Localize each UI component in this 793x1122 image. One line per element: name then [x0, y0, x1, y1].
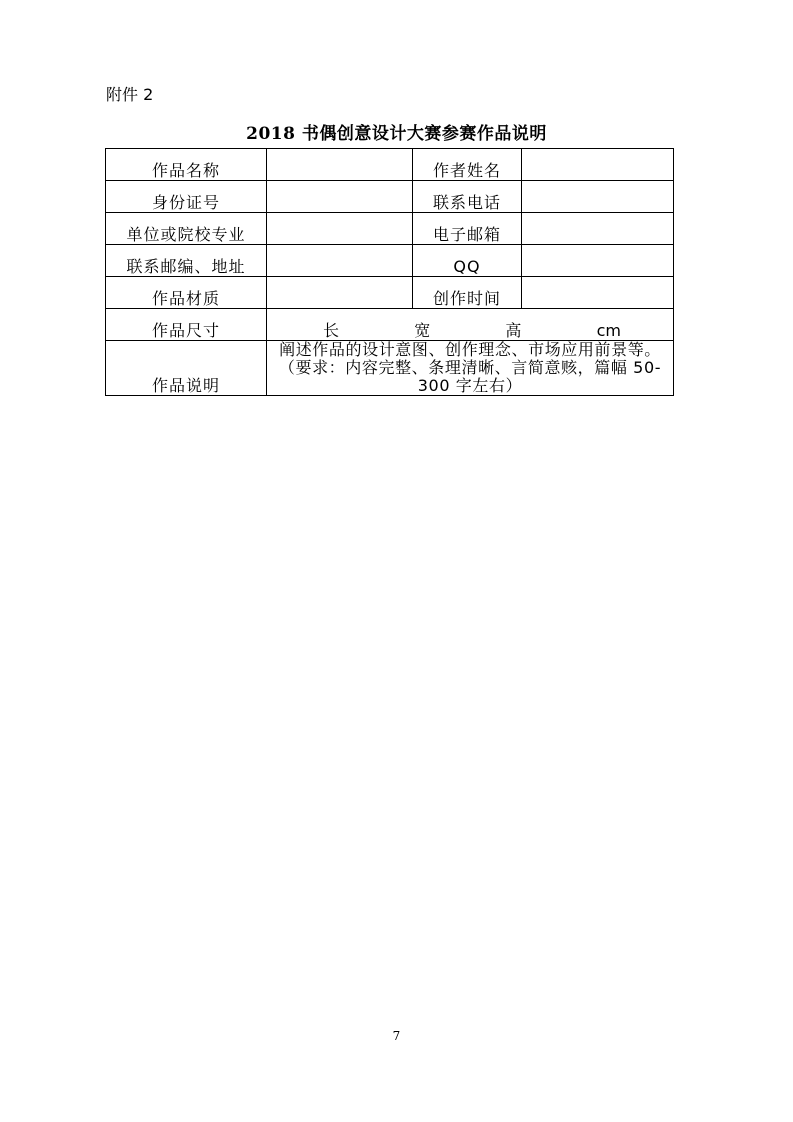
- label-work-name: 作品名称: [106, 149, 267, 181]
- field-qq[interactable]: [522, 245, 674, 277]
- field-creation-time[interactable]: [522, 277, 674, 309]
- size-length-label: 长: [323, 321, 340, 340]
- size-height-label: 高: [505, 321, 522, 340]
- entry-form-table: [105, 148, 674, 396]
- field-author-name[interactable]: [522, 149, 674, 181]
- form-row-id-number: [106, 181, 674, 213]
- field-address[interactable]: [267, 245, 413, 277]
- size-unit-label: cm: [596, 321, 621, 340]
- label-creation-time: 创作时间: [413, 277, 522, 309]
- document-title: 2018 书偶创意设计大赛参赛作品说明: [246, 124, 547, 144]
- label-material: 作品材质: [106, 277, 267, 309]
- form-row-description: [106, 341, 674, 396]
- description-instruction: 阐述作品的设计意图、创作理念、市场应用前景等。（要求：内容完整、条理清晰、言简意赅，篇幅 50-300 字左右）: [278, 340, 662, 395]
- field-email[interactable]: [522, 213, 674, 245]
- label-email: 电子邮箱: [413, 213, 522, 245]
- form-row-size: [106, 309, 674, 341]
- label-author-name: 作者姓名: [413, 149, 522, 181]
- field-size[interactable]: [267, 309, 674, 341]
- field-id-number[interactable]: [267, 181, 413, 213]
- form-row-address: [106, 245, 674, 277]
- form-row-work-name: [106, 149, 674, 181]
- label-description: 作品说明: [106, 341, 267, 396]
- label-id-number: 身份证号: [106, 181, 267, 213]
- label-qq: QQ: [413, 245, 522, 277]
- form-row-organization: [106, 213, 674, 245]
- label-address: 联系邮编、地址: [106, 245, 267, 277]
- field-material[interactable]: [267, 277, 413, 309]
- page-number: 7: [392, 1029, 401, 1043]
- field-work-name[interactable]: [267, 149, 413, 181]
- size-width-label: 宽: [414, 321, 431, 340]
- label-phone: 联系电话: [413, 181, 522, 213]
- field-phone[interactable]: [522, 181, 674, 213]
- form-row-material: [106, 277, 674, 309]
- label-organization: 单位或院校专业: [106, 213, 267, 245]
- field-organization[interactable]: [267, 213, 413, 245]
- attachment-label: 附件 2: [106, 85, 154, 104]
- label-size: 作品尺寸: [106, 309, 267, 341]
- field-description[interactable]: [267, 341, 674, 396]
